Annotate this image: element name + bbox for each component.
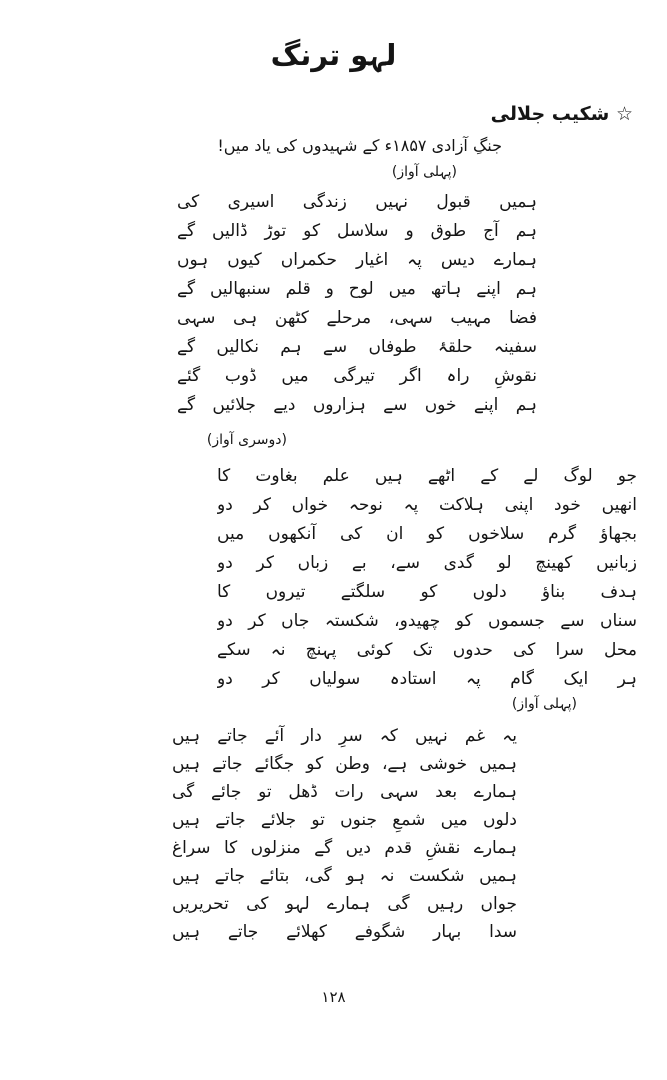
verse-line: دلوں میں شمعِ جنوں تو جلائے جاتے ہیں bbox=[172, 810, 517, 830]
verse-line: محل سرا کی حدوں تک کوئی پہنچ نہ سکے bbox=[217, 640, 637, 660]
verse-line: ہم اپنے ہاتھ میں لوح و قلم سنبھالیں گے bbox=[177, 279, 537, 299]
verse-line: سناں سے جسموں کو چھیدو، شکستہ جاں کر دو bbox=[217, 611, 637, 631]
verse-line: بجھاؤ گرم سلاخوں کو ان کی آنکھوں میں bbox=[217, 524, 637, 544]
stanza-1 bbox=[177, 188, 537, 420]
verse-line: جو لوگ لے کے اٹھے ہیں علم بغاوت کا bbox=[217, 466, 637, 486]
dedication-line: جنگِ آزادی ۱۸۵۷ء کے شہیدوں کی یاد میں! bbox=[217, 136, 502, 155]
voice-heading-1: (پہلی آواز) bbox=[391, 164, 457, 180]
verse-line: ہدف بناؤ دلوں کو سلگتے تیروں کا bbox=[217, 582, 637, 602]
verse-line: زبانیں کھینچ لو گدی سے، بے زباں کر دو bbox=[217, 553, 637, 573]
voice-heading-3: (پہلی آواز) bbox=[511, 696, 577, 712]
poet-name: ☆ شکیب جلالی bbox=[490, 103, 633, 125]
verse-line: ہمیں قبول نہیں زندگی اسیری کی bbox=[177, 192, 537, 212]
verse-line: ہمیں شکست نہ ہو گی، بتائے جاتے ہیں bbox=[172, 866, 517, 886]
verse-line: انھیں خود اپنی ہلاکت پہ نوحہ خواں کر دو bbox=[217, 495, 637, 515]
stanza-3 bbox=[172, 722, 517, 946]
verse-line: نقوشِ راہ اگر تیرگی میں ڈوب گئے bbox=[177, 366, 537, 386]
stanza-2 bbox=[217, 462, 637, 694]
verse-line: ہم آج طوق و سلاسل کو توڑ ڈالیں گے bbox=[177, 221, 537, 241]
verse-line: ہمارے بعد سہی رات ڈھل تو جائے گی bbox=[172, 782, 517, 802]
verse-line: ہمارے دیس پہ اغیار حکمراں کیوں ہوں bbox=[177, 250, 537, 270]
verse-line: ہر ایک گام پہ استادہ سولیاں کر دو bbox=[217, 669, 637, 689]
verse-line: جواں رہیں گی ہمارے لہو کی تحریریں bbox=[172, 894, 517, 914]
verse-line: ہم اپنے خوں سے ہزاروں دیے جلائیں گے bbox=[177, 395, 537, 415]
verse-line: فضا مہیب سہی، مرحلے کٹھن ہی سہی bbox=[177, 308, 537, 328]
verse-line: یہ غم نہیں کہ سرِ دار آئے جاتے ہیں bbox=[172, 726, 517, 746]
verse-line: سفینہ حلقۂ طوفاں سے ہم نکالیں گے bbox=[177, 337, 537, 357]
verse-line: سدا بہار شگوفے کھلائے جاتے ہیں bbox=[172, 922, 517, 942]
verse-line: ہمارے نقشِ قدم دیں گے منزلوں کا سراغ bbox=[172, 838, 517, 858]
page-number: ۱۲۸ bbox=[321, 988, 346, 1006]
voice-heading-2: (دوسری آواز) bbox=[206, 432, 287, 448]
verse-line: ہمیں خوشی ہے، وطن کو جگائے جاتے ہیں bbox=[172, 754, 517, 774]
poem-title: لہو ترنگ bbox=[270, 38, 397, 72]
